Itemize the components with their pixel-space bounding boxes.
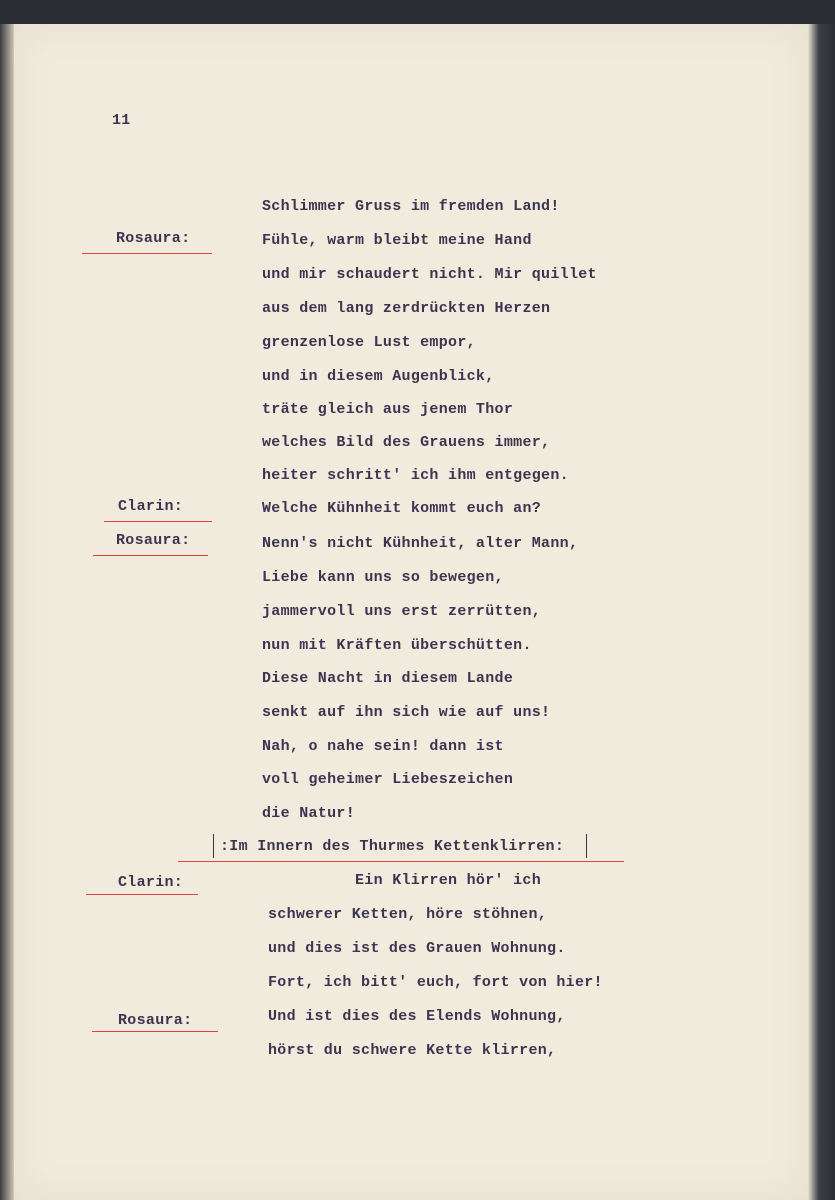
- verse-line: Nah, o nahe sein! dann ist: [262, 738, 504, 755]
- verse-line: nun mit Kräften überschütten.: [262, 637, 532, 654]
- speaker-label: Clarin:: [118, 498, 184, 515]
- verse-line: Fühle, warm bleibt meine Hand: [262, 232, 532, 249]
- speaker-underline: [93, 555, 208, 556]
- verse-line: und dies ist des Grauen Wohnung.: [268, 940, 566, 957]
- stage-direction: :Im Innern des Thurmes Kettenklirren:: [220, 838, 565, 855]
- stage-bracket-left: [213, 834, 214, 858]
- verse-line: hörst du schwere Kette klirren,: [268, 1042, 557, 1059]
- stage-bracket-right: [586, 834, 587, 858]
- verse-line: senkt auf ihn sich wie auf uns!: [262, 704, 551, 721]
- verse-line: Schlimmer Gruss im fremden Land!: [262, 198, 560, 215]
- verse-line: schwerer Ketten, höre stöhnen,: [268, 906, 548, 923]
- verse-line: Fort, ich bitt' euch, fort von hier!: [268, 974, 603, 991]
- verse-line: grenzenlose Lust empor,: [262, 334, 476, 351]
- speaker-underline: [82, 253, 212, 254]
- speaker-underline: [86, 894, 198, 895]
- verse-line: Ein Klirren hör' ich: [355, 872, 542, 889]
- verse-line: Liebe kann uns so bewegen,: [262, 569, 504, 586]
- stage-direction-underline: [178, 861, 624, 862]
- verse-line: Und ist dies des Elends Wohnung,: [268, 1008, 566, 1025]
- speaker-label: Clarin:: [118, 874, 184, 891]
- page-left-edge: [0, 24, 14, 1200]
- verse-line: aus dem lang zerdrückten Herzen: [262, 300, 551, 317]
- page-right-edge: [808, 24, 835, 1200]
- verse-line: Welche Kühnheit kommt euch an?: [262, 500, 542, 517]
- verse-line: heiter schritt' ich ihm entgegen.: [262, 467, 569, 484]
- verse-line: Diese Nacht in diesem Lande: [262, 670, 514, 687]
- speaker-label: Rosaura:: [116, 230, 191, 247]
- speaker-label: Rosaura:: [116, 532, 191, 549]
- background-top: [14, 0, 835, 24]
- verse-line: träte gleich aus jenem Thor: [262, 401, 514, 418]
- speaker-underline: [92, 1031, 218, 1032]
- verse-line: die Natur!: [262, 805, 356, 822]
- speaker-underline: [104, 521, 212, 522]
- verse-line: und in diesem Augenblick,: [262, 368, 495, 385]
- verse-line: Nenn's nicht Kühnheit, alter Mann,: [262, 535, 579, 552]
- speaker-label: Rosaura:: [118, 1012, 193, 1029]
- verse-line: und mir schaudert nicht. Mir quillet: [262, 266, 597, 283]
- page-number: 11: [112, 112, 131, 129]
- verse-line: voll geheimer Liebeszeichen: [262, 771, 514, 788]
- verse-line: jammervoll uns erst zerrütten,: [262, 603, 542, 620]
- verse-line: welches Bild des Grauens immer,: [262, 434, 551, 451]
